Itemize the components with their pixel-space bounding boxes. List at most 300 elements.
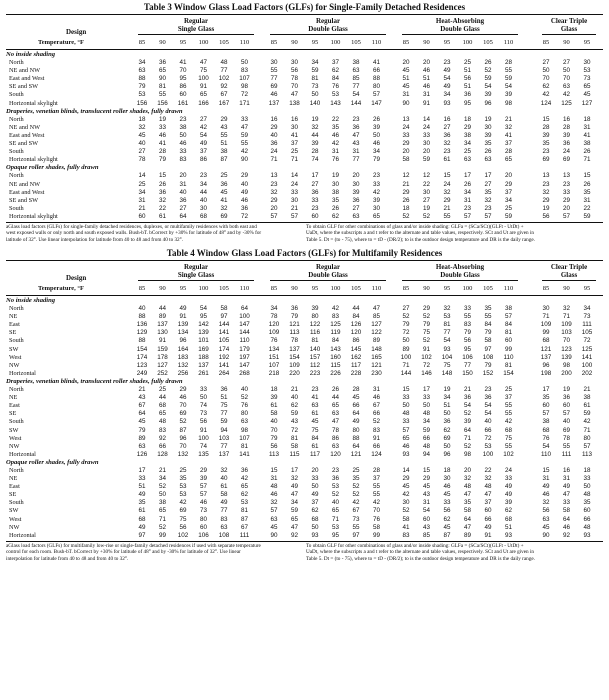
table-cell: 47 bbox=[463, 523, 471, 531]
table-cell: 54 bbox=[484, 410, 492, 418]
table-cell: 32 bbox=[562, 305, 570, 313]
table-cell: 21 bbox=[290, 386, 298, 394]
table-cell: 83 bbox=[240, 67, 248, 75]
table-cell: 36 bbox=[463, 91, 471, 99]
table-cell: 49 bbox=[443, 83, 451, 91]
table-cell: 41 bbox=[583, 131, 591, 139]
table-cell: 52 bbox=[463, 410, 471, 418]
table-cell: 48 bbox=[463, 483, 471, 491]
table-cell: 50 bbox=[422, 402, 430, 410]
table-cell: 69 bbox=[562, 426, 570, 434]
table-cell: 36 bbox=[331, 475, 339, 483]
table-cell: 55 bbox=[220, 131, 228, 139]
table-cell: 21 bbox=[443, 204, 451, 212]
temp-header-cell: 105 bbox=[351, 39, 361, 46]
table-cell: 32 bbox=[138, 123, 146, 131]
temp-header-cell: 100 bbox=[198, 285, 209, 292]
table-cell: 30 bbox=[290, 59, 298, 67]
table-cell: 25 bbox=[179, 466, 187, 474]
table-cell: 127 bbox=[371, 321, 382, 329]
table-cell: 41 bbox=[220, 196, 228, 204]
temp-header-cell: 85 bbox=[138, 285, 146, 292]
table-cell: 23 bbox=[542, 180, 550, 188]
temp-header-cell: 90 bbox=[563, 39, 570, 46]
table-cell: 136 bbox=[136, 321, 148, 329]
table-cell: 20 bbox=[311, 466, 319, 474]
table-cell: 31 bbox=[179, 180, 187, 188]
table-cell: 99 bbox=[372, 531, 380, 539]
table-cell: 38 bbox=[331, 188, 339, 196]
table-cell: 43 bbox=[422, 491, 430, 499]
table-cell: 40 bbox=[138, 305, 146, 313]
row-label: East and West bbox=[9, 75, 45, 83]
table-cell: 42 bbox=[331, 140, 339, 148]
table-cell: 29 bbox=[402, 140, 410, 148]
table-cell: 50 bbox=[372, 131, 380, 139]
table-cell: 29 bbox=[270, 123, 278, 131]
table-cell: 73 bbox=[199, 410, 207, 418]
table-cell: 57 bbox=[542, 410, 550, 418]
table-cell: 102 bbox=[177, 531, 189, 539]
table-cell: 45 bbox=[402, 67, 410, 75]
table-cell: 80 bbox=[372, 83, 380, 91]
table-cell: 43 bbox=[352, 140, 360, 148]
table-cell: 43 bbox=[220, 123, 228, 131]
table-cell: 66 bbox=[158, 442, 166, 450]
table-cell: 63 bbox=[270, 515, 278, 523]
table-cell: 202 bbox=[581, 369, 593, 377]
table-cell: 42 bbox=[504, 418, 512, 426]
table-cell: 39 bbox=[504, 91, 512, 99]
table-cell: 106 bbox=[462, 353, 473, 361]
table-cell: 35 bbox=[484, 188, 492, 196]
table-cell: 52 bbox=[331, 491, 339, 499]
row-label: South bbox=[9, 499, 24, 507]
table-cell: 157 bbox=[309, 353, 321, 361]
temp-header-cell: 85 bbox=[402, 285, 410, 292]
table-cell: 105 bbox=[218, 337, 230, 345]
table3-top-rule bbox=[6, 14, 603, 15]
table-cell: 144 bbox=[400, 369, 412, 377]
table-cell: 88 bbox=[138, 313, 146, 321]
table-cell: 95 bbox=[179, 75, 187, 83]
table-cell: 45 bbox=[443, 523, 451, 531]
table-row bbox=[6, 116, 603, 124]
table-cell: 145 bbox=[350, 345, 362, 353]
table-cell: 40 bbox=[138, 140, 146, 148]
table-cell: 83 bbox=[372, 426, 380, 434]
table-row bbox=[6, 354, 603, 362]
table-cell: 34 bbox=[583, 305, 591, 313]
temp-header-cell: 105 bbox=[483, 39, 493, 46]
table-cell: 80 bbox=[311, 313, 319, 321]
table-row bbox=[6, 313, 603, 321]
table-cell: 79 bbox=[484, 361, 492, 369]
table-cell: 65 bbox=[290, 515, 298, 523]
table-cell: 61 bbox=[158, 212, 166, 220]
table-cell: 132 bbox=[177, 450, 189, 458]
table4-body bbox=[6, 297, 603, 540]
table-cell: 30 bbox=[372, 204, 380, 212]
table-cell: 35 bbox=[484, 140, 492, 148]
table-cell: 128 bbox=[157, 450, 168, 458]
table-cell: 42 bbox=[562, 91, 570, 99]
section-title: Opaque roller shades, fully drawn bbox=[6, 458, 99, 466]
table-cell: 48 bbox=[220, 59, 228, 67]
table-cell: 36 bbox=[484, 394, 492, 402]
row-label: Horizontal bbox=[9, 531, 36, 539]
row-label: South bbox=[9, 337, 24, 345]
table-cell: 60 bbox=[562, 402, 570, 410]
section-heading bbox=[6, 108, 603, 116]
table-cell: 156 bbox=[136, 99, 148, 107]
table-cell: 95 bbox=[463, 345, 471, 353]
table-cell: 91 bbox=[158, 337, 166, 345]
table-cell: 47 bbox=[463, 491, 471, 499]
table-cell: 39 bbox=[352, 188, 360, 196]
table-cell: 39 bbox=[372, 123, 380, 131]
table-cell: 57 bbox=[402, 426, 410, 434]
table-cell: 43 bbox=[138, 394, 146, 402]
table4-group-single bbox=[134, 263, 258, 279]
table-cell: 156 bbox=[157, 99, 168, 107]
table-cell: 86 bbox=[179, 83, 187, 91]
table-cell: 66 bbox=[422, 434, 430, 442]
table-cell: 39 bbox=[463, 418, 471, 426]
table-cell: 51 bbox=[463, 83, 471, 91]
table-cell: 111 bbox=[561, 450, 572, 458]
section-heading bbox=[6, 51, 603, 59]
table-cell: 52 bbox=[422, 337, 430, 345]
table-cell: 93 bbox=[443, 99, 451, 107]
table-cell: 166 bbox=[198, 99, 209, 107]
table-cell: 78 bbox=[562, 434, 570, 442]
table-cell: 73 bbox=[583, 75, 591, 83]
table-cell: 27 bbox=[484, 180, 492, 188]
temp-header-cell: 90 bbox=[563, 285, 570, 292]
table-cell: 115 bbox=[289, 450, 300, 458]
temp-header-cell: 95 bbox=[311, 285, 319, 292]
table-cell: 147 bbox=[239, 321, 250, 329]
table-cell: 27 bbox=[138, 148, 146, 156]
table-cell: 23 bbox=[179, 115, 187, 123]
table-cell: 30 bbox=[484, 123, 492, 131]
table-cell: 61 bbox=[220, 483, 228, 491]
table-cell: 77 bbox=[220, 410, 228, 418]
table-cell: 49 bbox=[352, 418, 360, 426]
table-cell: 32 bbox=[290, 475, 298, 483]
table-cell: 33 bbox=[422, 394, 430, 402]
table-cell: 37 bbox=[484, 499, 492, 507]
table3-head-rule bbox=[6, 49, 603, 50]
table-cell: 14 bbox=[290, 172, 298, 180]
temp-header-cell: 100 bbox=[462, 285, 473, 292]
table-cell: 54 bbox=[463, 402, 471, 410]
table-cell: 50 bbox=[402, 402, 410, 410]
table-cell: 38 bbox=[220, 148, 228, 156]
table-cell: 37 bbox=[331, 59, 339, 67]
table-cell: 50 bbox=[583, 483, 591, 491]
table-cell: 97 bbox=[220, 313, 228, 321]
table-cell: 66 bbox=[372, 410, 380, 418]
table-cell: 22 bbox=[422, 180, 430, 188]
table-cell: 61 bbox=[311, 442, 319, 450]
table-cell: 198 bbox=[540, 369, 552, 377]
table-cell: 76 bbox=[542, 434, 550, 442]
table-cell: 119 bbox=[330, 329, 341, 337]
table-cell: 74 bbox=[311, 156, 319, 164]
table-cell: 19 bbox=[331, 172, 339, 180]
row-label: NW bbox=[9, 442, 20, 450]
table-cell: 46 bbox=[199, 499, 207, 507]
table-cell: 61 bbox=[311, 410, 319, 418]
table-cell: 51 bbox=[138, 483, 146, 491]
table-cell: 31 bbox=[138, 196, 146, 204]
table-cell: 36 bbox=[290, 305, 298, 313]
table4-title: Table 4 Window Glass Load Factors (GLFs) for Multifamily Residences bbox=[166, 248, 443, 258]
table-cell: 89 bbox=[138, 434, 146, 442]
table-row bbox=[6, 483, 603, 491]
table-cell: 144 bbox=[239, 329, 250, 337]
group-line1: Regular bbox=[183, 263, 209, 271]
table-cell: 33 bbox=[179, 148, 187, 156]
table-cell: 66 bbox=[372, 442, 380, 450]
table-cell: 21 bbox=[158, 466, 166, 474]
table-cell: 49 bbox=[179, 305, 187, 313]
section-heading bbox=[6, 378, 603, 386]
table-cell: 65 bbox=[158, 410, 166, 418]
temp-header-cell: 85 bbox=[402, 39, 410, 46]
table-cell: 18 bbox=[270, 386, 278, 394]
table-cell: 34 bbox=[463, 188, 471, 196]
table-cell: 76 bbox=[270, 337, 278, 345]
table-cell: 26 bbox=[158, 180, 166, 188]
table-cell: 49 bbox=[290, 483, 298, 491]
table-cell: 47 bbox=[199, 59, 207, 67]
table-cell: 57 bbox=[583, 442, 591, 450]
table-cell: 52 bbox=[352, 491, 360, 499]
table-cell: 97 bbox=[484, 345, 492, 353]
table-row bbox=[6, 91, 603, 99]
table-cell: 35 bbox=[484, 305, 492, 313]
table-cell: 15 bbox=[422, 466, 430, 474]
table-cell: 137 bbox=[540, 353, 552, 361]
table-row bbox=[6, 362, 603, 370]
table-cell: 55 bbox=[372, 491, 380, 499]
row-label: North bbox=[9, 172, 24, 180]
table-cell: 36 bbox=[158, 188, 166, 196]
table-cell: 137 bbox=[198, 361, 209, 369]
table-cell: 33 bbox=[290, 188, 298, 196]
table-cell: 32 bbox=[484, 475, 492, 483]
table-cell: 52 bbox=[463, 442, 471, 450]
row-label: SW bbox=[9, 507, 19, 515]
table-cell: 78 bbox=[290, 75, 298, 83]
table-cell: 42 bbox=[240, 475, 248, 483]
table-cell: 115 bbox=[330, 361, 341, 369]
table-cell: 252 bbox=[157, 369, 168, 377]
table-cell: 39 bbox=[484, 131, 492, 139]
table-cell: 29 bbox=[402, 188, 410, 196]
table-cell: 33 bbox=[372, 180, 380, 188]
table-cell: 132 bbox=[177, 361, 189, 369]
table-cell: 63 bbox=[240, 418, 248, 426]
table-cell: 125 bbox=[330, 321, 341, 329]
table-cell: 91 bbox=[484, 531, 492, 539]
table-cell: 140 bbox=[309, 345, 321, 353]
table-cell: 70 bbox=[179, 442, 187, 450]
table-cell: 76 bbox=[240, 402, 248, 410]
row-label: SE bbox=[9, 491, 17, 499]
table-cell: 109 bbox=[561, 321, 572, 329]
table-cell: 23 bbox=[443, 59, 451, 67]
table-cell: 79 bbox=[290, 313, 298, 321]
table-cell: 110 bbox=[239, 337, 250, 345]
temp-header-cell: 85 bbox=[270, 285, 278, 292]
table-cell: 41 bbox=[504, 131, 512, 139]
table-cell: 88 bbox=[138, 75, 146, 83]
table-cell: 37 bbox=[290, 140, 298, 148]
row-label: South bbox=[9, 148, 24, 156]
table-cell: 98 bbox=[504, 99, 512, 107]
table-cell: 36 bbox=[220, 386, 228, 394]
table-cell: 62 bbox=[542, 83, 550, 91]
section-title: Draperies, venetian blinds, translucent roller shades, fully drawn bbox=[6, 107, 183, 115]
table3-temp-row bbox=[6, 38, 603, 48]
table-cell: 87 bbox=[179, 426, 187, 434]
table-cell: 110 bbox=[540, 450, 552, 458]
table-cell: 40 bbox=[331, 499, 339, 507]
table-cell: 150 bbox=[462, 369, 473, 377]
table-cell: 226 bbox=[330, 369, 341, 377]
row-label: NE and NW bbox=[9, 180, 41, 188]
table-cell: 30 bbox=[443, 475, 451, 483]
table-cell: 17 bbox=[463, 172, 471, 180]
table-cell: 42 bbox=[331, 305, 339, 313]
row-label: South bbox=[9, 204, 24, 212]
table-cell: 40 bbox=[240, 180, 248, 188]
table-cell: 178 bbox=[157, 353, 168, 361]
table-cell: 52 bbox=[179, 418, 187, 426]
table-cell: 20 bbox=[179, 172, 187, 180]
table-cell: 53 bbox=[179, 491, 187, 499]
table-cell: 20 bbox=[270, 204, 278, 212]
table-cell: 56 bbox=[542, 507, 550, 515]
temp-header-cell: 110 bbox=[239, 39, 250, 46]
row-label: North bbox=[9, 305, 24, 313]
table-cell: 20 bbox=[562, 204, 570, 212]
section-title: No inside shading bbox=[6, 297, 56, 304]
table-cell: 16 bbox=[290, 115, 298, 123]
table-cell: 105 bbox=[581, 329, 593, 337]
table-cell: 81 bbox=[504, 329, 512, 337]
table-cell: 148 bbox=[441, 369, 453, 377]
table-cell: 17 bbox=[311, 172, 319, 180]
table-cell: 22 bbox=[583, 204, 591, 212]
table-cell: 96 bbox=[443, 450, 451, 458]
table-cell: 41 bbox=[290, 131, 298, 139]
table-cell: 49 bbox=[220, 499, 228, 507]
table-cell: 21 bbox=[138, 204, 146, 212]
table-cell: 121 bbox=[289, 321, 300, 329]
table-cell: 32 bbox=[542, 499, 550, 507]
table-cell: 66 bbox=[372, 67, 380, 75]
table-cell: 33 bbox=[199, 386, 207, 394]
table-cell: 55 bbox=[562, 442, 570, 450]
table-cell: 135 bbox=[198, 450, 209, 458]
table-cell: 32 bbox=[542, 188, 550, 196]
table-cell: 41 bbox=[179, 59, 187, 67]
table-cell: 62 bbox=[311, 507, 319, 515]
table-cell: 70 bbox=[270, 426, 278, 434]
table-cell: 41 bbox=[158, 140, 166, 148]
table-cell: 44 bbox=[331, 394, 339, 402]
table-cell: 154 bbox=[503, 369, 514, 377]
temp-header-cell: 95 bbox=[443, 285, 451, 292]
table-cell: 45 bbox=[138, 418, 146, 426]
table-cell: 63 bbox=[484, 156, 492, 164]
table-cell: 35 bbox=[138, 499, 146, 507]
group-line1: Regular bbox=[183, 17, 209, 25]
temp-header-cell: 90 bbox=[423, 39, 430, 46]
table-cell: 122 bbox=[309, 321, 321, 329]
table-cell: 24 bbox=[402, 123, 410, 131]
table-row bbox=[6, 346, 603, 354]
temp-header-cell: 95 bbox=[311, 39, 319, 46]
table-cell: 28 bbox=[504, 59, 512, 67]
temp-header-cell: 110 bbox=[503, 39, 514, 46]
table-cell: 81 bbox=[240, 507, 248, 515]
table-cell: 58 bbox=[372, 523, 380, 531]
table3-design-label: Design bbox=[66, 28, 87, 36]
table-cell: 42 bbox=[179, 499, 187, 507]
table-cell: 148 bbox=[371, 345, 382, 353]
table-cell: 129 bbox=[136, 329, 148, 337]
table-cell: 39 bbox=[562, 131, 570, 139]
table-cell: 100 bbox=[239, 313, 250, 321]
table-cell: 29 bbox=[240, 172, 248, 180]
table-cell: 63 bbox=[331, 442, 339, 450]
table-cell: 268 bbox=[239, 369, 250, 377]
table-cell: 12 bbox=[422, 172, 430, 180]
row-label: North bbox=[9, 386, 24, 394]
table-row bbox=[6, 370, 603, 378]
table-row bbox=[6, 213, 603, 221]
table-cell: 35 bbox=[542, 140, 550, 148]
table-cell: 37 bbox=[199, 148, 207, 156]
table-cell: 57 bbox=[562, 410, 570, 418]
table-cell: 32 bbox=[484, 196, 492, 204]
table-cell: 59 bbox=[484, 75, 492, 83]
table-cell: 73 bbox=[352, 515, 360, 523]
table-cell: 30 bbox=[583, 59, 591, 67]
table-cell: 53 bbox=[240, 499, 248, 507]
table-cell: 59 bbox=[240, 131, 248, 139]
table-cell: 24 bbox=[422, 123, 430, 131]
table-cell: 92 bbox=[562, 531, 570, 539]
table-cell: 34 bbox=[443, 394, 451, 402]
table-cell: 16 bbox=[443, 115, 451, 123]
table-cell: 52 bbox=[352, 483, 360, 491]
table-cell: 32 bbox=[443, 188, 451, 196]
table-cell: 33 bbox=[158, 123, 166, 131]
table-cell: 34 bbox=[311, 59, 319, 67]
temp-header-cell: 85 bbox=[542, 39, 550, 46]
table-cell: 78 bbox=[290, 337, 298, 345]
table-cell: 48 bbox=[484, 483, 492, 491]
table-cell: 19 bbox=[562, 386, 570, 394]
table-row bbox=[6, 532, 603, 540]
